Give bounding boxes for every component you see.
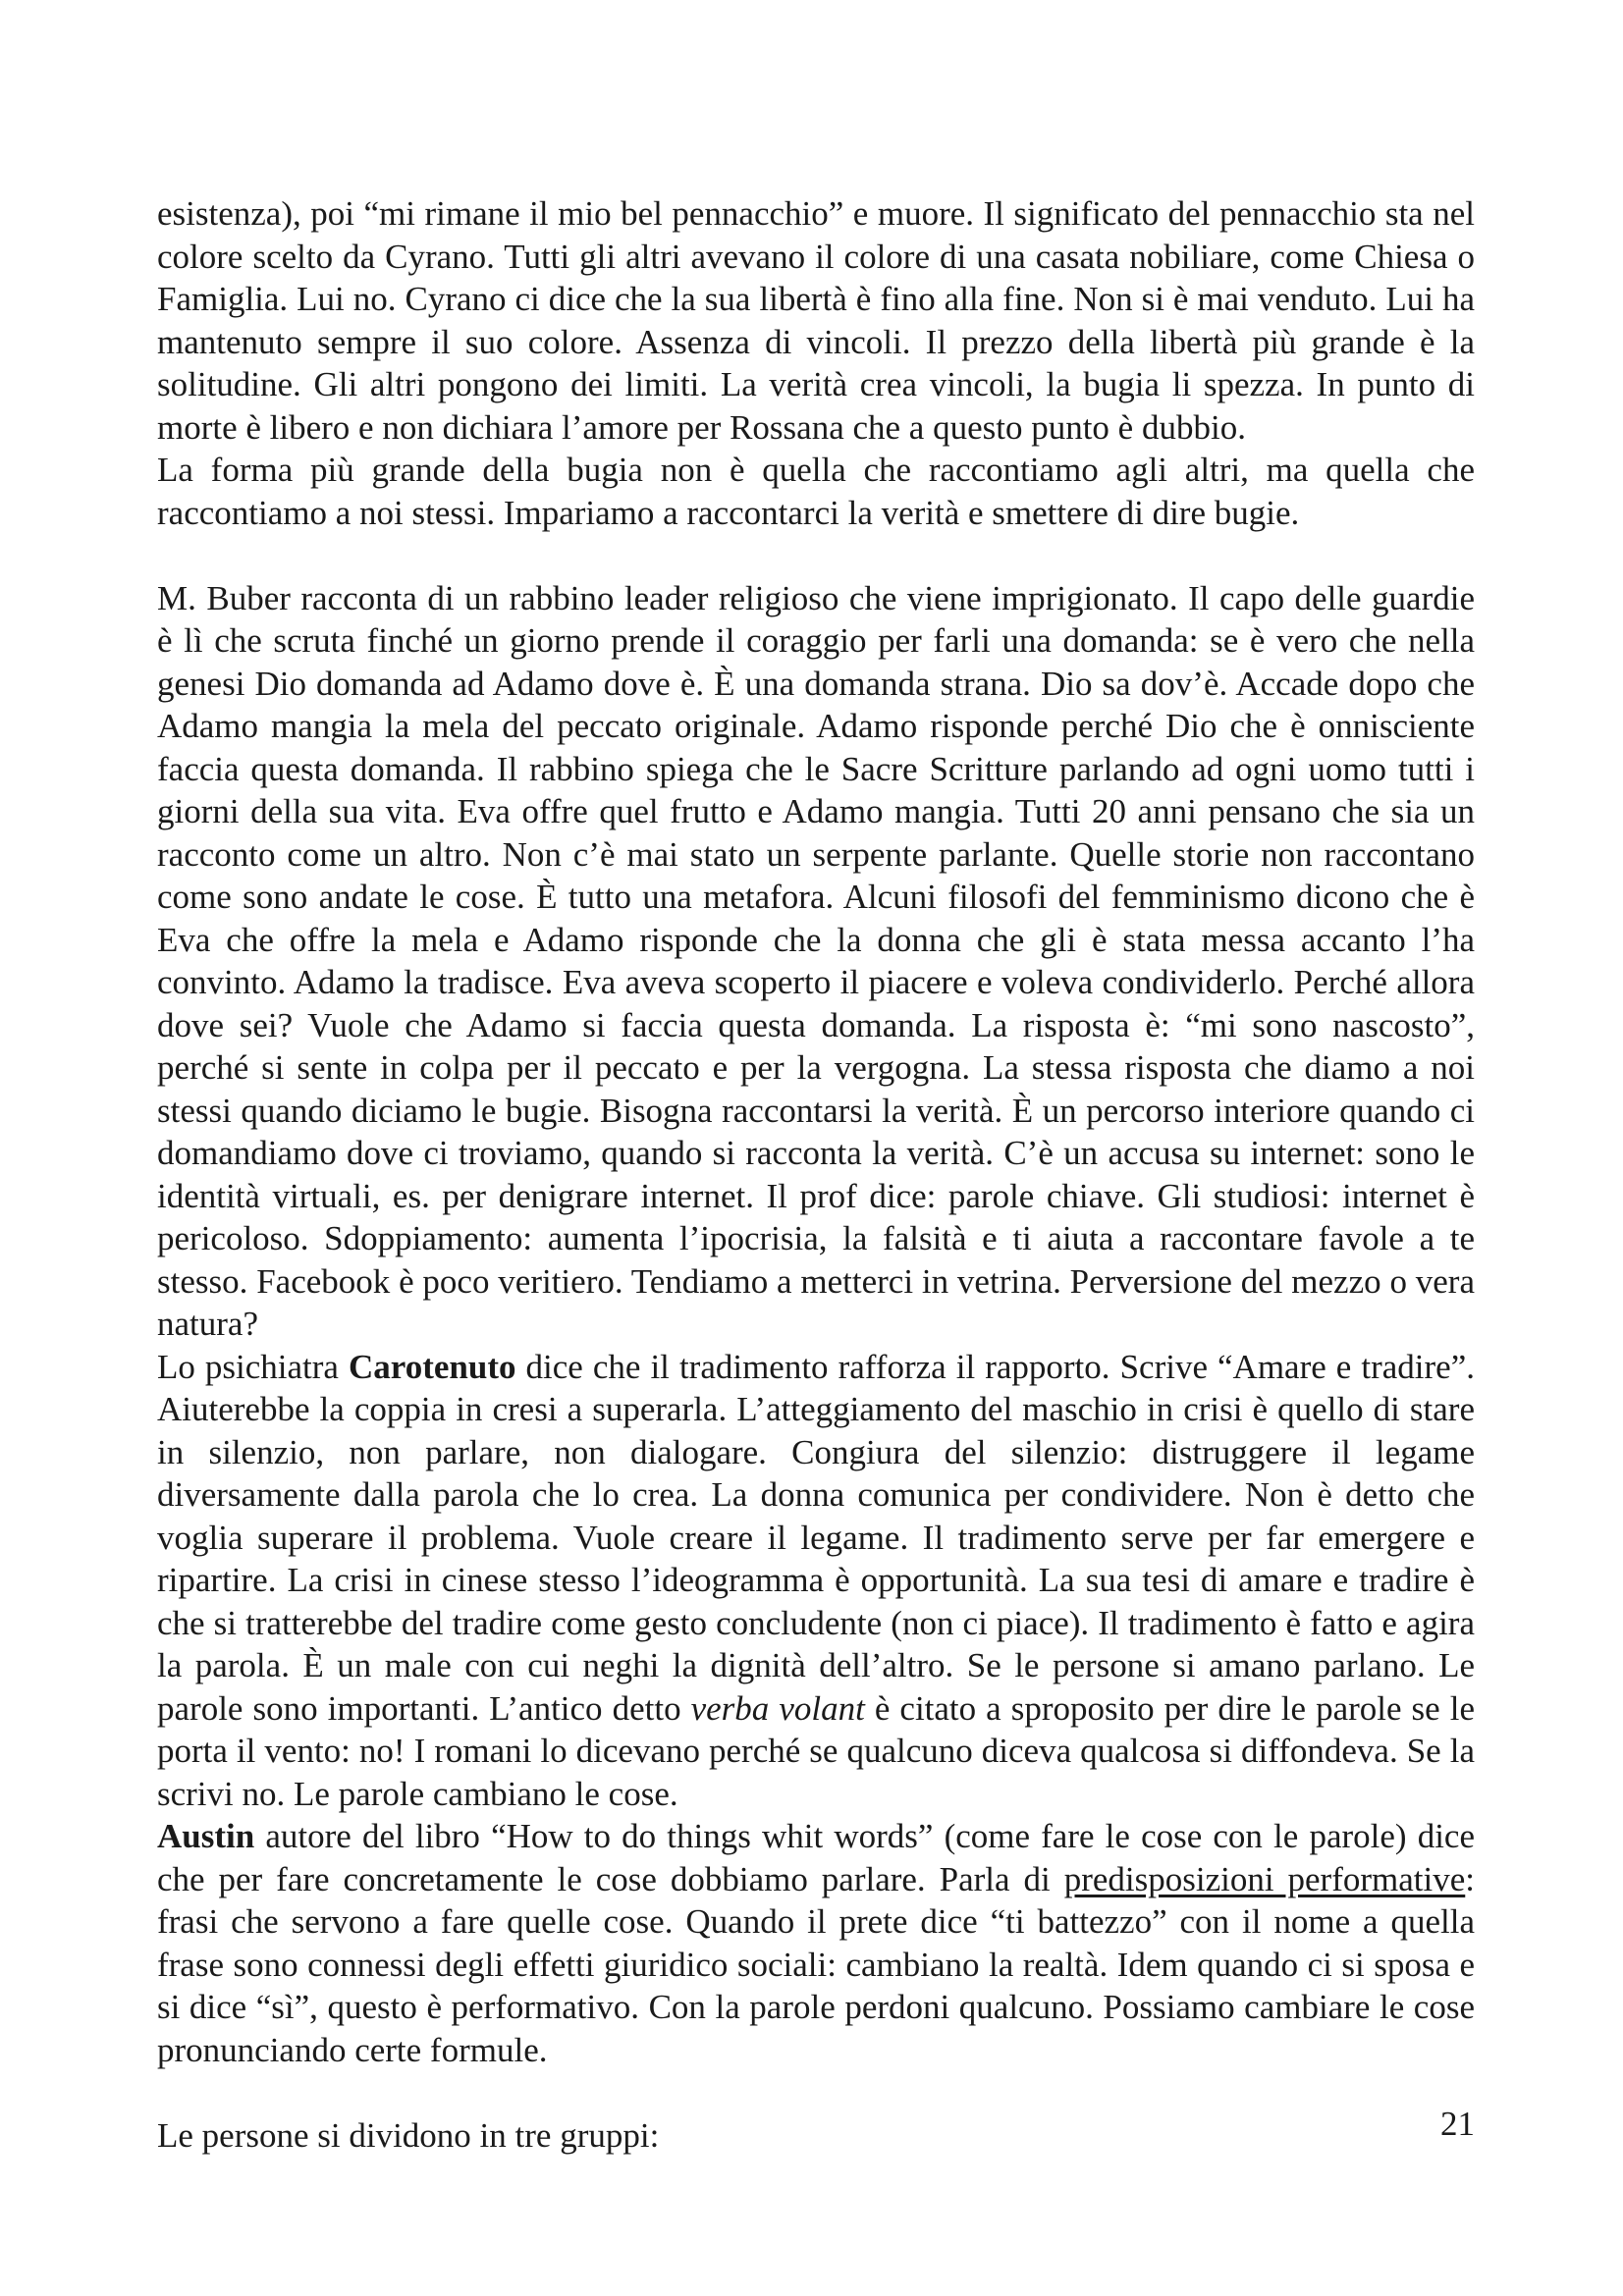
underlined-term: predisposizioni performative [1063, 1859, 1466, 1898]
text-run: : frasi che servono a fare quelle cose. Quando il prete dice “ti battezzo” con il nome a quella frase sono connessi degli effetti giuridico sociali: cambiano la realtà. Idem quando ci si sposa e si dice “sì”, questo è performativo. Con la parole perdoni qualcuno. Possiamo cambiare le cose pronunciando certe formule. [157, 1859, 1475, 2069]
paragraph-cyrano [157, 192, 1475, 449]
body-text [157, 192, 1475, 2157]
page-number: 21 [1440, 2105, 1475, 2143]
paragraph-buber [157, 577, 1475, 1346]
text-run: è citato a sproposito per dire le parole se le porta il vento: no! I romani lo dicevano perché se qualcuno diceva qualcosa si diffondeva. Se la scrivi no. Le parole cambiano le cose. [157, 1688, 1475, 1813]
text-run: dice che il tradimento rafforza il rapporto. Scrive “Amare e tradire”. Aiuterebbe la coppia in cresi a superarla. L’atteggiamento del maschio in crisi è quello di stare in silenzio, non parlare, non dialogare. Congiura del silenzio: distruggere il legame diversamente dalla parola che lo crea. La donna comunica per condividere. Non è detto che voglia superare il problema. Vuole creare il legame. Il tradimento serve per far emergere e ripartire. La crisi in cinese stesso l’ideogramma è opportunità. La sua tesi di amare e tradire è che si tratterebbe del tradire come gesto concludente (non ci piace). Il tradimento è fatto e agira la parola. È un male con cui neghi la dignità dell’altro. Se le persone si amano parlano. Le parole sono importanti. L’antico detto [157, 1347, 1475, 1728]
paragraph-bugia [157, 449, 1475, 534]
paragraph-gruppi [157, 2114, 1475, 2158]
italic-verba-volant: verba volant [690, 1688, 865, 1728]
text-run: esistenza), poi “mi rimane il mio bel pennacchio” e muore. Il significato del pennacchio sta nel colore scelto da Cyrano. Tutti gli altri avevano il colore di una casata nobiliare, come Chiesa o Famiglia. Lui no. Cyrano ci dice che la sua libertà è fino alla fine. Non si è mai venduto. Lui ha mantenuto sempre il suo colore. Assenza di vincoli. Il prezzo della libertà più grande è la solitudine. Gli altri pongono dei limiti. La verità crea vincoli, la bugia li spezza. In punto di morte è libero e non dichiara l’amore per Rossana che a questo punto è dubbio. [157, 194, 1475, 447]
paragraph-carotenuto [157, 1346, 1475, 1816]
bold-name-austin: Austin [157, 1817, 255, 1855]
bold-name-carotenuto: Carotenuto [349, 1347, 516, 1386]
text-run: autore del libro “How to do things whit words” (come fare le cose con le parole) dice che per fare concretamente le cose dobbiamo parlare. Parla di [157, 1817, 1475, 1898]
text-run: Lo psichiatra [157, 1347, 350, 1386]
text-run: M. Buber racconta di un rabbino leader religioso che viene imprigionato. Il capo delle guardie è lì che scruta finché un giorno prende il coraggio per farli una domanda: se è vero che nella genesi Dio domanda ad Adamo dove è. È una domanda strana. Dio sa dov’è. Accade dopo che Adamo mangia la mela del peccato originale. Adamo risponde perché Dio che è onnisciente faccia questa domanda. Il rabbino spiega che le Sacre Scritture parlando ad ogni uomo tutti i giorni della sua vita. Eva offre quel frutto e Adamo mangia. Tutti 20 anni pensano che sia un racconto come un altro. Non c’è mai stato un serpente parlante. Quelle storie non raccontano come sono andate le cose. È tutto una metafora. Alcuni filosofi del femminismo dicono che è Eva che offre la mela e Adamo risponde che la donna che gli è stata messa accanto l’ha convinto. Adamo la tradisce. Eva aveva scoperto il piacere e voleva condividerlo. Perché allora dove sei? Vuole che Adamo si faccia questa domanda. La risposta è: “mi sono nascosto”, perché si sente in colpa per il peccato e per la vergogna. La stessa risposta che diamo a noi stessi quando diciamo le bugie. Bisogna raccontarsi la verità. È un percorso interiore quando ci domandiamo dove ci troviamo, quando si racconta la verità. C’è un accusa su internet: sono le identità virtuali, es. per denigrare internet. Il prof dice: parole chiave. Gli studiosi: internet è pericoloso. Sdoppiamento: aumenta l’ipocrisia, la falsità e ti aiuta a raccontare favole a te stesso. Facebook è poco veritiero. Tendiamo a metterci in vetrina. Perversione del mezzo o vera natura? [157, 578, 1475, 1343]
paragraph-austin [157, 1815, 1475, 2071]
text-run: La forma più grande della bugia non è quella che raccontiamo agli altri, ma quella che raccontiamo a noi stessi. Impariamo a raccontarci la verità e smettere di dire bugie. [157, 451, 1475, 532]
paragraph-spacer [157, 2071, 1475, 2114]
paragraph-spacer [157, 534, 1475, 577]
text-run: Le persone si dividono in tre gruppi: [157, 2115, 660, 2155]
